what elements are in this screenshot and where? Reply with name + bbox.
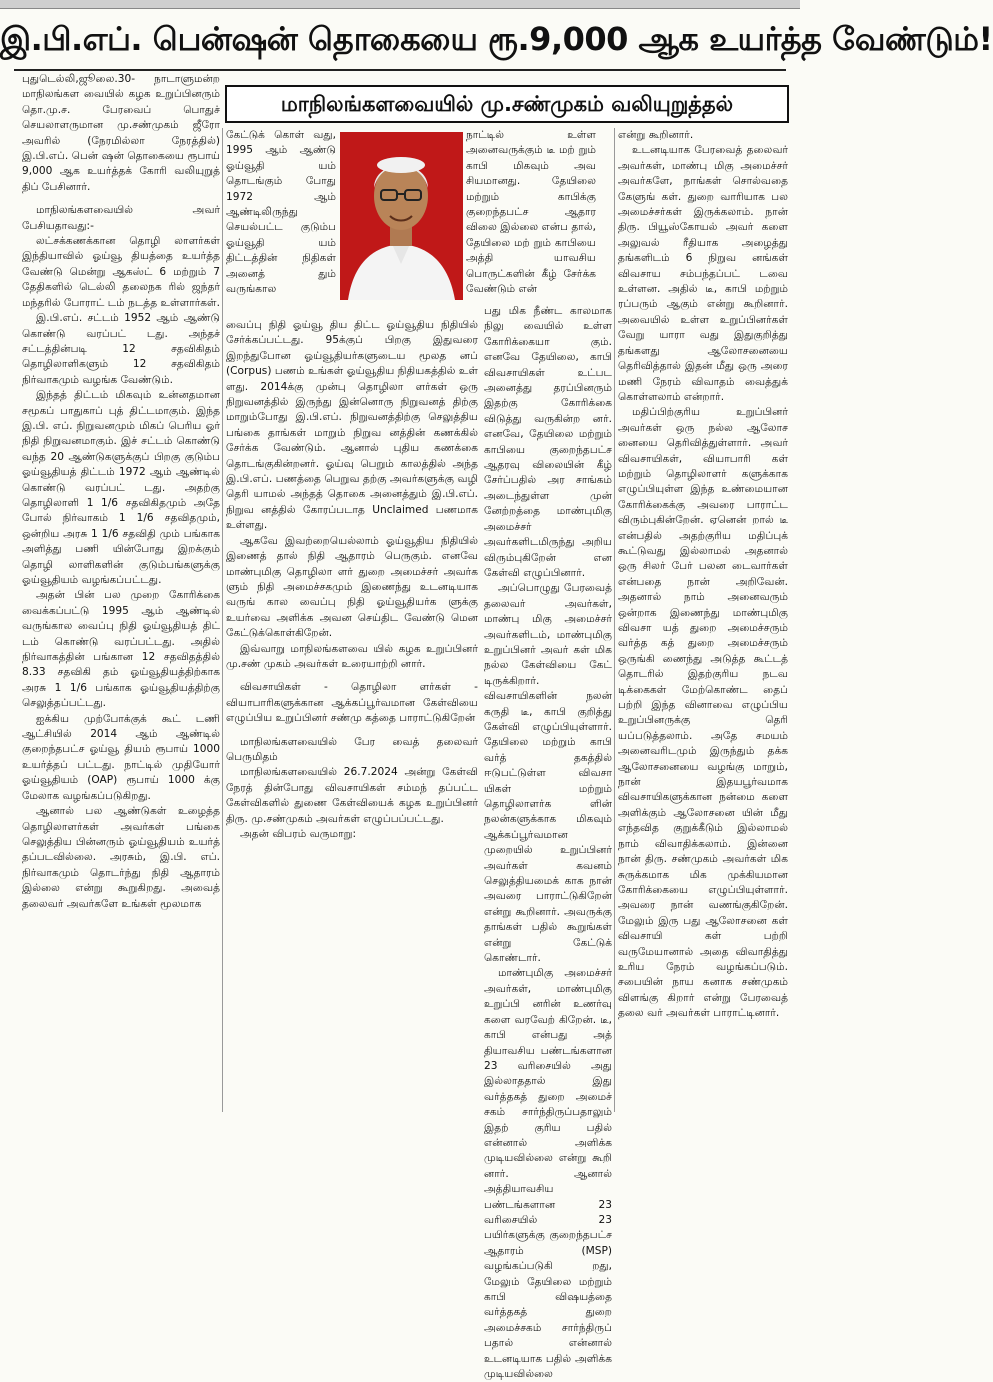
paragraph: இவ்வாறு மாநிலங்களவை யில் கழக உறுப்பினர் மு.சண் முகம் அவர்கள் உரையாற்றி னார். bbox=[226, 642, 478, 670]
paragraph: ஐக்கிய முற்போக்குக் கூட் டணி ஆட்சியில் 2014 ஆம் ஆண்டில் குறைந்தபட்ச ஓய்வூ தியம் ரூபாய் 1000 உயர்த்தப் பட்டது. நாட்டில் முதியோர் ஓய்வூதியம் (OAP) ரூபாய் 1000 க்கு மேலாக வழங்கப்படுகிறது. bbox=[22, 712, 220, 802]
paragraph: இந்தத் திட்டம் மிகவும் உன்னதமான சமூகப் பாதுகாப் புத் திட்டமாகும். இந்த இ.பி. எப். நிறுவனமும் மிகப் பெரிய ஓர் நிதி நிறுவனமாகும். இச் சட்டம் கொண்டு வந்த 20 ஆண்டுகளுக்குப் பிறகு குடும்ப ஓய்வூதியத் திட்டம் 1972 ஆம் ஆண்டில் கொண்டு வரப்பட் டது. அதற்கு தொழிலாளி 1 1/6 சதவிகிதமும் அதே போல் நிர்வாகம் 1 1/6 சதவிதமும், ஒன்றிய அரசு 1 1/6 சதவிதி மும் பங்காக அளித்து பணி யின்போது இறக்கும் தொழி லாளிகளின் குடும்பங்களுக்கு ஓய்வூதியம் வழங்கப்பட்டது. bbox=[22, 389, 220, 586]
column-1 bbox=[22, 72, 220, 1112]
paragraph: கேட்டுக் கொள் வது, 1995 ஆம் ஆண்டு ஓய்வூதி யம் தொடங்கும் போது 1972 ஆம் ஆண்டிலிருந்து செயல்பட்ட குடும்ப ஓய்வூதி யம் திட்டத்தின் நிதிகள் அனைத் தும் வருங்கால bbox=[226, 129, 336, 296]
paragraph: மதிப்பிற்குரிய உறுப்பினர் அவர்கள் ஒரு நல்ல ஆலோச னையை தெரிவித்துள்ளார். அவர் விவசாயிகள், வியாபாரி கள் மற்றும் தொழிலாளர் களுக்காக எழுப்பியுள்ள இந்த உண்மையான கோரிக்கைக்கு அவரை பாராட்ட விரும்புகின்றேன். ஏனென் றால் டீ என்பதில் அதற்குரிய மதிப்புக் கூட்டுவது இல்லாமல் அதனால் ஒரு சிலர் பேர் பலன டைவார்கள் என்பதை நான் அறிவேன். அதனால் நாம் அனைவரும் ஒன்றாக இணைந்து மாண்புமிகு விவசா யத் துறை அமைச்சரும் வர்த்த கத் துறை அமைச்சரும் ஒருங்கி ணைந்து அடுத்த கூட்டத் தொடரில் இதற்குரிய நடவ டிக்கைகள் மேற்கொண்ட தைப் பற்றி இந்த வினாவை எழுப்பிய உறுப்பினருக்கு தெரி யப்படுத்தலாம். அதே சமயம் அனைவரிடமும் இருந்தும் தக்க ஆலோசனையை வழங்கு மாறும், நான் இதயபூர்வமாக விவசாயிகளுக்கான நன்மை களை அளிக்கும் ஆலோசனை யின் மீது எந்தவித குறுக்கீடும் இல்லாமல் நாம் விவாதிக்கலாம். இன்னை நான் திரு. சண்முகம் அவர்கள் மிக சுருக்கமாக மிக முக்கியமான கோரிக்கையை எழுப்பியுள்ளார். அவரை நான் வணங்குகிறேன். மேலும் இரு பது ஆலோசனை கள் விவசாயி கள் பற்றி வருமேயானால் அதை விவாதித்து உரிய நேரம் வழங்கப்படும். சபையின் நாய கனாக சண்முகம் விளங்கு கிறார் என்று பேரவைத் தலை வர் அவர்கள் பாராட்டினார். bbox=[618, 406, 788, 1020]
paragraph: அதன் விபரம் வருமாறு: bbox=[240, 828, 357, 840]
paragraph: நாட்டில் உள்ள அனைவருக்கும் டீ மற் றும் காபி மிகவும் அவ சியமானது. தேயிலை மற்றும் காபிக்கு குறைந்தபட்ச ஆதார விலை இல்லை என்ப தால், தேயிலை மற் றும் காபியை அத்தி யாவசிய பொருட்களின் கீழ் சேர்க்க வேண்டும் என் bbox=[466, 129, 596, 296]
paragraph: மாநிலங்களவையில் 26.7.2024 அன்று கேள்வி நேரத் தின்போது விவசாயிகள் சம்மந் தப்பட்ட கேள்விகளில் துணை கேள்வியைக் கழக உறுப்பினர் திரு. மு.சண்முகம் அவர்கள் எழுப்பப்பட்டது. bbox=[226, 766, 478, 825]
portrait-illustration bbox=[340, 132, 463, 300]
paragraph: இ.பி.எப். சட்டம் 1952 ஆம் ஆண்டு கொண்டு வரப்பட் டது. அந்தச் சட்டத்தின்படி 12 சதவிகிதம் தொழிலாளிகளும் 12 சதவிகிதம் நிர்வாகமும் வழங்க வேண்டும். bbox=[22, 312, 220, 386]
paragraph: பது மிக நீண்ட காலமாக நிலு வையில் உள்ள கோரிக்கையா கும். எனவே தேயிலை, காபி விவசாயிகள் உட்பட அனைத்து தரப்பினரும் இதற்கு கோரிக்கை விடுத்து வருகின்ற னர். எனவே, தேயிலை மற்றும் காபியை குறைந்தபட்ச ஆதரவு விலையின் கீழ் சேர்ப்பதில் அர சாங்கம் அடைந்துள்ள முன் னேற்றத்தை மாண்புமிகு அமைச்சர் அவர்களிடமிருந்து அறிய விரும்புகிறேன் என கேள்வி எழுப்பினார். bbox=[484, 305, 612, 579]
column-3-top bbox=[466, 128, 596, 304]
masthead-strip bbox=[0, 0, 800, 9]
headline-rule bbox=[14, 69, 786, 71]
paragraph: மாநிலங்களவையில் பேர வைத் தலைவர் பெருமிதம் bbox=[226, 735, 478, 763]
paragraph: மாண்புமிகு அமைச்சர் அவர்கள், மாண்புமிகு உறுப்பி னரின் உணர்வு களை வரவேற் கிறேன். டீ, காபி என்பது அத் தியாவசிய பண்டங்களான 23 வரிசையில் அது இல்லாததால் இது வர்த்தகத் துறை அமைச் சகம் சார்ந்திருப்பதாலும் இதற் குரிய பதில் என்னால் அளிக்க முடியவில்லை என்று கூறி னார். ஆனால் அத்தியாவசிய பண்டங்களான 23 வரிசையில் 23 பயிர்களுக்கு குறைந்தபட்ச ஆதாரம் (MSP) வழங்கப்படுகி றது, மேலும் தேயிலை மற்றும் காபி விஷயத்தை வர்த்தகத் துறை அமைச்சகம் சார்ந்திருப் பதால் என்னால் உடனடியாக பதில் அளிக்க முடியவில்லை bbox=[484, 967, 612, 1381]
paragraph: அதன் பின் பல முறை கோரிக்கை வைக்கப்பட்டு 1995 ஆம் ஆண்டில் வருங்கால வைப்பு நிதி ஓய்வூதியத் திட் டம் கொண்டு வரப்பட்டது. அதில் நிர்வாகத்தின் பங்கான 12 சதவிதத்தில் 8.33 சதவிகி தம் ஓய்வூதியத்திற்காக அரசு 1 1/6 பங்காக ஓய்வூதியத்திற்கு செலுத்தப்பட்டது. bbox=[22, 589, 220, 710]
column-2 bbox=[226, 318, 478, 1112]
column-2-top bbox=[226, 128, 336, 318]
paragraph: வைப்பு நிதி ஓய்வூ திய திட்ட ஓய்வூதிய நிதியில் சேர்க்கப்பட்டது. 95க்குப் பிறகு இதுவரை இறந்துபோன ஓய்வூதியர்களுடைய மூலத னப் (Corpus) பணம் உங்கள் ஓய்வூதிய நிதியகத்தில் உள் ளது. 2014க்கு முன்பு தொழிலா ளர்கள் ஒரு நிறுவனத்தில் இருந்து இன்னொரு நிறுவனத் திற்கு மாறும்போது இ.பி.எப். நிறுவனத்திற்கு செலுத்திய பங்கை தாங்கள் மாறும் நிறுவ னத்தின் கணக்கில் சேர்க்க வேண்டும். ஆனால் புதிய கணக்கை தொடங்குகின்றனர். ஓய்வு பெறும் காலத்தில் அந்த இ.பி.எப். பணத்தை பெறுவ தற்கு அவர்களுக்கு வழி தெரி யாமல் அந்தத் தொகை அனைத்தும் இ.பி.எப். நிறுவ னத்தில் கோரப்படாத Unclaimed பணமாக உள்ளது. bbox=[226, 319, 478, 532]
paragraph: புதுடெல்லி,ஜூலை.30- நாடாளுமன்ற மாநிலங்கள வையில் கழக உறுப்பினரும் தொ.மு.ச. பேரவைப் பொதுச் செயலாளருமான மு.சண்முகம் ஜீரோ அவரில் (நேரமில்லா நேரத்தில்) இ.பி.எப். பென் ஷன் தொகையை ரூபாய் 9,000 ஆக உயர்த்தக் கோரி வலியுறுத் திப் பேசினார். bbox=[22, 73, 220, 193]
column-divider bbox=[222, 128, 223, 1112]
paragraph: என்று கூறினார். bbox=[618, 129, 694, 141]
column-4 bbox=[618, 128, 788, 1112]
portrait-photo bbox=[340, 132, 463, 300]
paragraph: விவசாயிகள் - தொழிலா ளர்கள் - வியாபாரிகளுக்கான ஆக்கப்பூர்வமான கேள்வியை எழுப்பிய உறுப்பினர் சண்மு கத்தை பாராட்டுகிறேன் bbox=[226, 681, 478, 725]
paragraph: ஆகவே இவற்றையெல்லாம் ஓய்வூதிய நிதியில் இணைத் தால் நிதி ஆதாரம் பெருகும். எனவே மாண்புமிகு தொழிலா ளர் துறை அமைச்சர் அவர்க ளும் நிதி அமைச்சகமும் இணைந்து உடனடியாக வருங் கால வைப்பு நிதி ஓய்வூதியர்க ளுக்கு உயர்வை அளிக்க அவன செய்திட வேண்டு மென கேட்டுக்கொள்கிறேன். bbox=[226, 534, 478, 640]
paragraph: ஆனால் பல ஆண்டுகள் உழைத்த தொழிலாளர்கள் அவர்கள் பங்கை செலுத்திய பின்னரும் ஓய்வூதியம் உயர்த் தப்படவில்லை. அரசும், இ.பி. எப். நிர்வாகமும் தொடர்ந்து நிதி ஆதாரம் இல்லை என்று கூறுகிறது. அவைத் தலைவர் அவர்களே உங்கள் மூலமாக bbox=[22, 805, 220, 910]
paragraph: உடனடியாக பேரவைத் தலைவர் அவர்கள், மாண்பு மிகு அமைச்சர் அவர்களே, நாங்கள் சொல்வதை கேளுங் கள். துறை வாரியாக பல அமைச்சர்கள் இருக்கலாம். நான் திரு. பியூஸ்கோயல் அவர் களை அலுவல் ரீதியாக அழைத்து தங்களிடம் 6 நிறுவ னங்கள் விவசாய சம்பந்தப்பட் டவை உள்ளன. அதில் டீ, காபி மற்றும் ரப்பரும் ஆகும் என்று கூறினார். அவையில் உள்ள உறுப்பினர்கள் வேறு யாரா வது இதுகுறித்து தங்களது ஆலோசனையை தெரிவித்தால் இதன் மீது ஒரு அரை மணி நேரம் விவாதம் வைத்துக் கொள்ளலாம் என்றார். bbox=[618, 144, 788, 403]
paragraph: லட்சக்கணக்கான தொழி லாளர்கள் இந்தியாவில் ஓய்வூ தியத்தை உயர்த்த வேண்டு மென்று ஆகஸ்ட் 6 மற்றும் 7 தேதிகளில் டெல்லி தலைநக ரில் ஜந்தர் மந்தரில் போராட் டம் நடத்த உள்ளார்கள். bbox=[22, 235, 220, 309]
headline: இ.பி.எப். பென்ஷன் தொகையை ரூ.9,000 ஆக உயர்த்த வேண்டும்! bbox=[0, 20, 993, 58]
paragraph: அப்பொழுது பேரவைத் தலைவர் அவர்கள், மாண்பு மிகு அமைச்சர் அவர்களிடம், மாண்புமிகு உறுப்பினர் அவர் கள் மிக நல்ல கேள்வியை கேட் டிருக்கிறார். விவசாயிகளின் நலன் கருதி டீ, காபி குறித்து கேள்வி எழுப்பியுள்ளார். தேயிலை மற்றும் காபி வர்த் தகத்தில் ஈடுபட்டுள்ள விவசா யிகள் மற்றும் தொழிலாளர்க ளின் நலன்களுக்காக மிகவும் ஆக்கப்பூர்வமான முறையில் உறுப்பினர் அவர்கள் கவனம் செலுத்தியமைக் காக நான் அவரை பாராட்டுகிறேன் என்று கூறினார். அவருக்கு தாங்கள் பதில் கூறுங்கள் என்று கேட்டுக் கொண்டார். bbox=[484, 582, 612, 965]
paragraph: மாநிலங்களவையில் அவர் பேசியதாவது:- bbox=[22, 204, 220, 232]
column-divider bbox=[614, 128, 615, 1112]
column-3 bbox=[484, 304, 612, 1381]
subheadline: மாநிலங்களவையில் மு.சண்முகம் வலியுறுத்தல் bbox=[225, 85, 789, 123]
